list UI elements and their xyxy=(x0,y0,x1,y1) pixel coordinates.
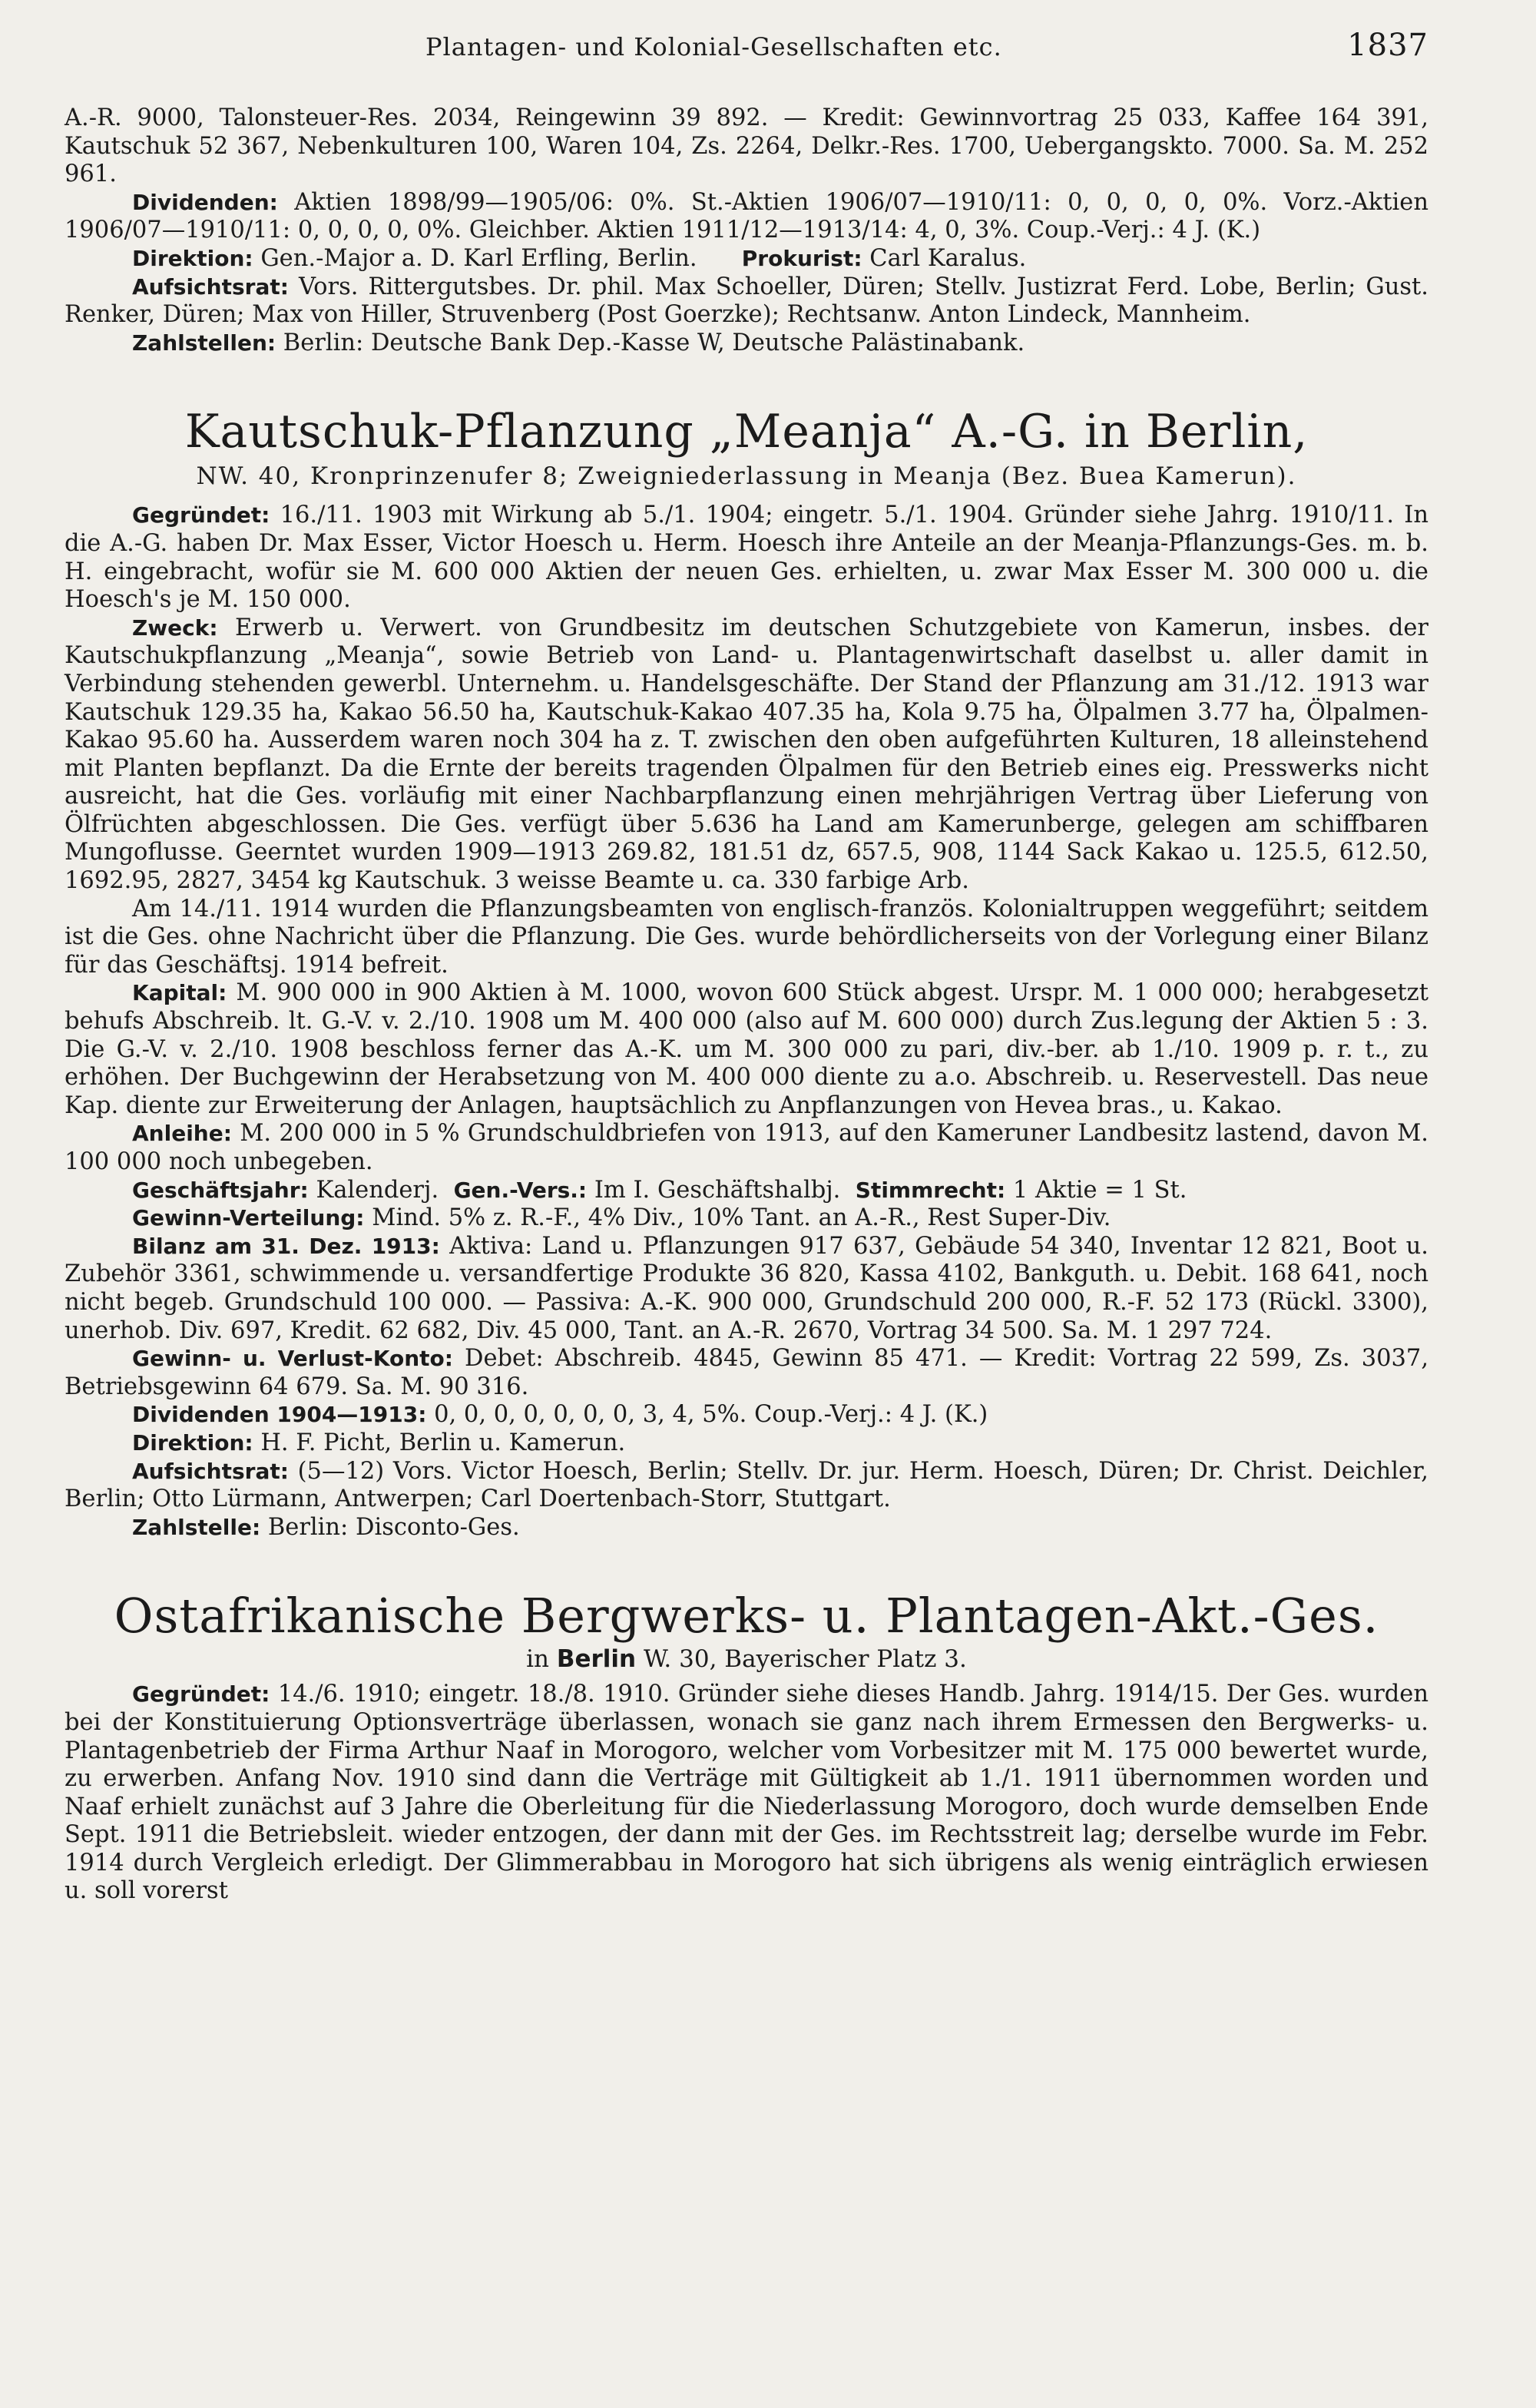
book-page xyxy=(65,28,1428,2378)
running-title: Plantagen- und Kolonial-Gesellschaften etc. xyxy=(425,32,1002,61)
company-address-ostafrika xyxy=(65,1644,1428,1674)
profit-distribution-label: Gewinn-Verteilung: xyxy=(132,1205,365,1231)
paying-agents-text: Berlin: Deutsche Bank Dep.-Kasse W, Deutsche Palästinabank. xyxy=(283,329,1025,356)
page-number: 1837 xyxy=(1347,28,1428,63)
paying-agents-paragraph xyxy=(65,330,1428,358)
founded-paragraph xyxy=(65,1681,1428,1906)
paying-agent-text: Berlin: Disconto-Ges. xyxy=(267,1513,520,1541)
supervisory-board-label: Aufsichtsrat: xyxy=(132,273,289,300)
balance-continuation: A.-R. 9000, Talonsteuer-Res. 2034, Reingewinn 39 892. — Kredit: Gewinnvortrag 25 033, Kaffee 164 391, Kautschuk 52 367, Nebenkulturen 100, Waren 104, Zs. 2264, Delkr.-Res. 1700, Uebergangskto. 7000. Sa. M. 252 961. xyxy=(65,104,1428,188)
dividends-text: Aktien 1898/99—1905/06: 0%. St.-Aktien 1906/07—1910/11: 0, 0, 0, 0, 0%. Vorz.-Aktien 1906/07—1910/11: 0, 0, 0, 0, 0%. Gleichber. Aktien 1911/12—1913/14: 4, 0, 3%. Coup.-Verj.: 4 J. (K.) xyxy=(65,188,1428,244)
purpose-label: Zweck: xyxy=(132,614,218,641)
profit-distribution-text: Mind. 5% z. R.-F., 4% Div., 10% Tant. an A.-R., Rest Super-Div. xyxy=(372,1204,1111,1232)
balance-sheet-paragraph xyxy=(65,1233,1428,1345)
founded-label: Gegründet: xyxy=(132,1681,270,1707)
general-meeting-text: Im I. Geschäftshalbj. xyxy=(594,1176,841,1204)
capital-paragraph xyxy=(65,979,1428,1120)
dividends-label: Dividenden 1904—1913: xyxy=(132,1402,427,1428)
supervisory-board-paragraph xyxy=(65,1458,1428,1514)
supervisory-board-paragraph xyxy=(65,273,1428,330)
fiscal-year-paragraph xyxy=(65,1177,1428,1205)
loan-text: M. 200 000 in 5 % Grundschuldbriefen von 1913, auf den Kameruner Landbesitz lastend, davon M. 100 000 noch unbegeben. xyxy=(65,1120,1428,1175)
paying-agent-label: Zahlstelle: xyxy=(132,1514,261,1540)
running-header xyxy=(65,28,1428,63)
prokurist-label: Prokurist: xyxy=(741,245,862,271)
founded-text: 14./6. 1910; eingetr. 18./8. 1910. Gründer siehe dieses Handb. Jahrg. 1914/15. Der Ges. wurden bei der Konstituierung Optionsverträge überlassen, wonach sie ganz nach ihrem Ermessen den Bergwerks- u. Plantagenbetrieb der Firma Arthur Naaf in Morogoro, welcher vom Vorbesitzer mit M. 175 000 bewertet wurde, zu erwerben. Anfang Nov. 1910 sind dann die Verträge mit Gültigkeit ab 1./1. 1911 übernommen worden und Naaf erhielt zunächst auf 3 Jahre die Oberleitung für die Niederlassung Morogoro, doch wurde demselben Ende Sept. 1911 die Betriebsleit. wieder entzogen, der dann mit der Ges. im Rechtsstreit lag; derselbe wurde im Febr. 1914 durch Vergleich erledigt. Der Glimmerabbau in Morogoro hat sich übrigens als wenig einträglich erwiesen u. soll vorerst xyxy=(65,1681,1428,1905)
purpose-text: Erwerb u. Verwert. von Grundbesitz im deutschen Schutzgebiete von Kamerun, insbes. der Kautschukpflanzung „Meanja“, sowie Betrieb von Land- u. Plantagenwirtschaft daselbst u. aller damit in Verbindung stehenden gewerbl. Unternehm. u. Handelsgeschäfte. Der Stand der Pflanzung am 31./12. 1913 war Kautschuk 129.35 ha, Kakao 56.50 ha, Kautschuk-Kakao 407.35 ha, Kola 9.75 ha, Ölpalmen 3.77 ha, Ölpalmen-Kakao 95.60 ha. Ausserdem waren noch 304 ha z. T. zwischen den oben aufgeführten Kulturen, 18 alleinstehend mit Planten bepflanzt. Da die Ernte der bereits tragenden Ölpalmen für den Betrieb eines eig. Presswerks nicht ausreicht, hat die Ges. vorläufig mit einer Nachbarpflanzung einen mehrjährigen Vertrag über Lieferung von Ölfrüchten abgeschlossen. Die Ges. verfügt über 5.636 ha Land am Kamerunberge, gelegen am schiffbaren Mungoflusse. Geerntet wurden 1909—1913 269.82, 181.51 dz, 657.5, 908, 1144 Sack Kakao u. 125.5, 612.50, 1692.95, 2827, 3454 kg Kautschuk. 3 weisse Beamte u. ca. 330 farbige Arb. xyxy=(65,614,1428,895)
ostafrika-entry xyxy=(65,1681,1428,1906)
profit-loss-text: Debet: Abschreib. 4845, Gewinn 85 471. — Kredit: Vortrag 22 599, Zs. 3037, Betriebsgewinn 64 679. Sa. M. 90 316. xyxy=(65,1345,1429,1400)
general-meeting-label: Gen.-Vers.: xyxy=(453,1177,588,1203)
founded-label: Gegründet: xyxy=(132,502,270,528)
purpose-paragraph xyxy=(65,614,1428,896)
balance-sheet-label: Bilanz am 31. Dez. 1913: xyxy=(132,1233,440,1259)
fiscal-year-text: Kalenderj. xyxy=(316,1176,439,1204)
company-address-meanja: NW. 40, Kronprinzenufer 8; Zweigniederlassung in Meanja (Bez. Buea Kamerun). xyxy=(196,462,1297,491)
fiscal-year-label: Geschäftsjahr: xyxy=(132,1177,309,1203)
supervisory-board-text: Vors. Rittergutsbes. Dr. phil. Max Schoeller, Düren; Stellv. Justizrat Ferd. Lobe, Berlin; Gust. Renker, Düren; Max von Hiller, Struvenberg (Post Goerzke); Rechtsanw. Anton Lindeck, Mannheim. xyxy=(65,273,1428,329)
profit-distribution-paragraph xyxy=(65,1204,1428,1233)
direction-text: Gen.-Major a. D. Karl Erfling, Berlin. xyxy=(260,244,697,272)
profit-loss-label: Gewinn- u. Verlust-Konto: xyxy=(132,1346,453,1372)
dividends-paragraph xyxy=(65,1401,1428,1429)
founded-paragraph xyxy=(65,502,1428,614)
capital-label: Kapital: xyxy=(132,980,227,1006)
balance-sheet-text: Aktiva: Land u. Pflanzungen 917 637, Gebäude 54 340, Inventar 12 821, Boot u. Zubehör 3361, schwimmende u. versandfertige Produkte 36 820, Kassa 4102, Bankguth. u. Debit. 168 641, noch nicht begeb. Grundschuld 100 000. — Passiva: A.-K. 900 000, Grundschuld 200 000, R.-F. 52 173 (Rückl. 3300), unerhob. Div. 697, Kredit. 62 682, Div. 45 000, Tant. an A.-R. 2670, Vortrag 34 500. Sa. M. 1 297 724. xyxy=(65,1232,1428,1344)
direction-label: Direktion: xyxy=(132,1429,253,1456)
company-title-meanja: Kautschuk-Pflanzung „Meanja“ A.-G. in Berlin, xyxy=(184,405,1309,459)
address-prefix: in xyxy=(526,1645,549,1674)
voting-right-label: Stimmrecht: xyxy=(855,1177,1006,1203)
direction-label: Direktion: xyxy=(132,245,253,271)
dividends-label: Dividenden: xyxy=(132,189,278,215)
address-street: W. 30, Bayerischer Platz 3. xyxy=(643,1645,967,1674)
company-title-ostafrika: Ostafrikanische Bergwerks- u. Plantagen-Akt.-Ges. xyxy=(114,1588,1379,1645)
direction-paragraph xyxy=(65,1429,1428,1458)
paying-agents-label: Zahlstellen: xyxy=(132,330,276,356)
direction-text: H. F. Picht, Berlin u. Kamerun. xyxy=(260,1429,626,1456)
paying-agent-paragraph xyxy=(65,1514,1428,1542)
loan-paragraph xyxy=(65,1120,1428,1176)
address-city: Berlin xyxy=(556,1645,637,1674)
supervisory-board-label: Aufsichtsrat: xyxy=(132,1458,289,1484)
previous-entry-continuation xyxy=(65,104,1428,357)
profit-loss-paragraph xyxy=(65,1345,1428,1401)
direction-paragraph xyxy=(65,245,1428,273)
dividends-paragraph xyxy=(65,189,1428,245)
meanja-entry xyxy=(65,502,1428,1542)
voting-right-text: 1 Aktie = 1 St. xyxy=(1012,1176,1187,1204)
prokurist-text: Carl Karalus. xyxy=(869,244,1027,272)
loan-label: Anleihe: xyxy=(132,1121,232,1147)
event-1914-paragraph: Am 14./11. 1914 wurden die Pflanzungsbeamten von englisch-französ. Kolonialtruppen weggeführt; seitdem ist die Ges. ohne Nachricht über die Pflanzung. Die Ges. wurde behördlicherseits von der Vorlegung einer Bilanz für das Geschäftsj. 1914 befreit. xyxy=(65,895,1428,979)
dividends-text: 0, 0, 0, 0, 0, 0, 0, 3, 4, 5%. Coup.-Verj.: 4 J. (K.) xyxy=(434,1401,988,1429)
supervisory-board-text: (5—12) Vors. Victor Hoesch, Berlin; Stellv. Dr. jur. Herm. Hoesch, Düren; Dr. Christ. Deichler, Berlin; Otto Lürmann, Antwerpen; Carl Doertenbach-Storr, Stuttgart. xyxy=(65,1457,1428,1513)
capital-text: M. 900 000 in 900 Aktien à M. 1000, wovon 600 Stück abgest. Urspr. M. 1 000 000; herabgesetzt behufs Abschreib. lt. G.-V. v. 2./10. 1908 um M. 400 000 (also auf M. 600 000) durch Zus.legung der Aktien 5 : 3. Die G.-V. v. 2./10. 1908 beschloss ferner das A.-K. um M. 300 000 zu pari, div.-ber. ab 1./10. 1909 p. r. t., zu erhöhen. Der Buchgewinn der Herabsetzung von M. 400 000 diente zu a.o. Abschreib. u. Reservestell. Das neue Kap. diente zur Erweiterung der Anlagen, hauptsächlich zu Anpflanzungen von Hevea bras., u. Kakao. xyxy=(65,979,1428,1119)
founded-text: 16./11. 1903 mit Wirkung ab 5./1. 1904; eingetr. 5./1. 1904. Gründer siehe Jahrg. 1910/11. In die A.-G. haben Dr. Max Esser, Victor Hoesch u. Herm. Hoesch ihre Anteile an der Meanja-Pflanzungs-Ges. m. b. H. eingebracht, wofür sie M. 600 000 Aktien der neuen Ges. erhielten, u. zwar Max Esser M. 300 000 u. die Hoesch's je M. 150 000. xyxy=(65,502,1428,614)
